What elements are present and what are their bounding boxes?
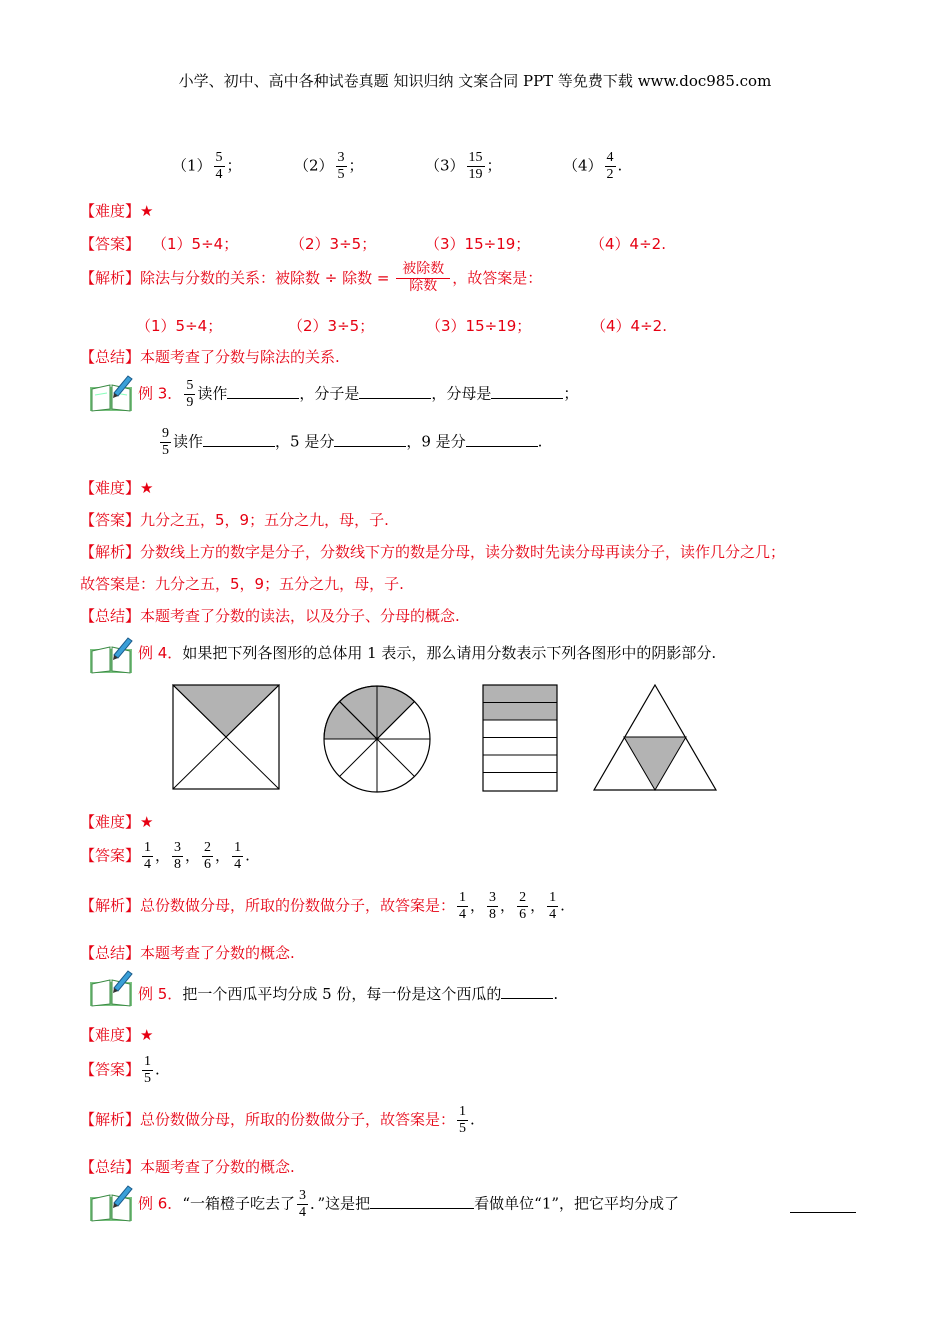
ex6-question: 例 6．“一箱橙子吃去了 $\frac{3}{4}$ ．”这是把 看做单位“1”，把它平均分成了 (138, 1188, 680, 1220)
ex3-answer: 【答案】九分之五，5，9；五分之九，母，子. (80, 511, 389, 529)
ex3-analysis: 【解析】分数线上方的数字是分子，分数线下方的数是分母，读分数时先读分母再读分子，读作几分之几； (80, 543, 786, 561)
ex2-item-4: （4） $\frac{4}{2}$ . (563, 150, 623, 182)
ex3-difficulty: 【难度】★ (80, 479, 154, 497)
ex2-item-2: （2） $\frac{3}{5}$ ； (294, 150, 364, 182)
book-pencil-icon (88, 373, 134, 413)
figure-square-quarter (172, 684, 280, 790)
ex3-question-1: 例 3． $\frac{5}{9}$ 读作 ，分子是 ，分母是 ； (138, 378, 579, 410)
ex2-items: （1） $\frac{5}{4}$ ； (172, 150, 242, 182)
ex5-question: 例 5．把一个西瓜平均分成 5 份，每一份是这个西瓜的 . (138, 982, 558, 1004)
star-icon: ★ (140, 479, 154, 497)
ex3-question-2: $\frac{9}{5}$ 读作 ，5 是分 ，9 是分 . (162, 426, 543, 458)
ex4-question: 例 4．如果把下列各图形的总体用 1 表示，那么请用分数表示下列各图形中的阴影部分. (138, 644, 717, 662)
item-label: （1） (172, 156, 212, 175)
ex5-answer: 【答案】 $\frac{1}{5}$ . (80, 1054, 160, 1086)
ex4-summary: 【总结】本题考查了分数的概念. (80, 944, 295, 962)
figure-circle-eighths (320, 684, 434, 794)
answer-blank[interactable] (334, 430, 406, 447)
star-icon: ★ (140, 1026, 154, 1044)
answer-blank[interactable] (466, 430, 538, 447)
answer-blank[interactable] (501, 982, 553, 999)
ex2-analysis: 【解析】除法与分数的关系：被除数 ÷ 除数 = $\frac{\text{被除数}}{\text{除数}}$ ，故答案是： (80, 262, 543, 294)
ex4-analysis: 【解析】总份数做分母，所取的份数做分子，故答案是： $\frac{1}{4}$ ， $\frac{3}{8}$ ， $\frac{2}{6}$ ， $\frac{1}{4}$ . (80, 890, 565, 922)
answer-blank[interactable] (370, 1192, 474, 1209)
answer-blank[interactable] (790, 1212, 856, 1213)
ex2-difficulty: 【难度】★ (80, 202, 154, 220)
book-pencil-icon (88, 968, 134, 1008)
answer-blank[interactable] (227, 382, 299, 399)
figure-triangle-quarter (592, 684, 718, 792)
answer-blank[interactable] (203, 430, 275, 447)
ex5-difficulty: 【难度】★ (80, 1026, 154, 1044)
ex2-item-3: （3） $\frac{15}{19}$ ； (425, 150, 502, 182)
book-pencil-icon (88, 635, 134, 675)
ex3-analysis-cont: 故答案是：九分之五，5，9；五分之九，母，子. (80, 575, 404, 593)
ex4-answer: 【答案】 $\frac{1}{4}$ ， $\frac{3}{8}$ ， $\frac{2}{6}$ ， $\frac{1}{4}$ . (80, 840, 250, 872)
page-header: 小学、初中、高中各种试卷真题 知识归纳 文案合同 PPT 等免费下载 www.doc985.com (178, 72, 772, 90)
answer-blank[interactable] (491, 382, 563, 399)
ex2-analysis-answers: （1）5÷4； （2）3÷5； （3）15÷19； （4）4÷2. (136, 317, 667, 335)
book-pencil-icon (88, 1183, 134, 1223)
answer-blank[interactable] (359, 382, 431, 399)
ex2-summary: 【总结】本题考查了分数与除法的关系. (80, 348, 340, 366)
ex3-summary: 【总结】本题考查了分数的读法，以及分子、分母的概念. (80, 607, 460, 625)
figure-rectangle-sixths (482, 684, 558, 792)
star-icon: ★ (140, 202, 154, 220)
ex5-analysis: 【解析】总份数做分母，所取的份数做分子，故答案是： $\frac{1}{5}$ . (80, 1104, 475, 1136)
ex5-summary: 【总结】本题考查了分数的概念. (80, 1158, 295, 1176)
ex4-difficulty: 【难度】★ (80, 813, 154, 831)
ex2-answer: 【答案】 （1）5÷4； （2）3÷5； （3）15÷19； （4）4÷2. (80, 235, 666, 253)
star-icon: ★ (140, 813, 154, 831)
